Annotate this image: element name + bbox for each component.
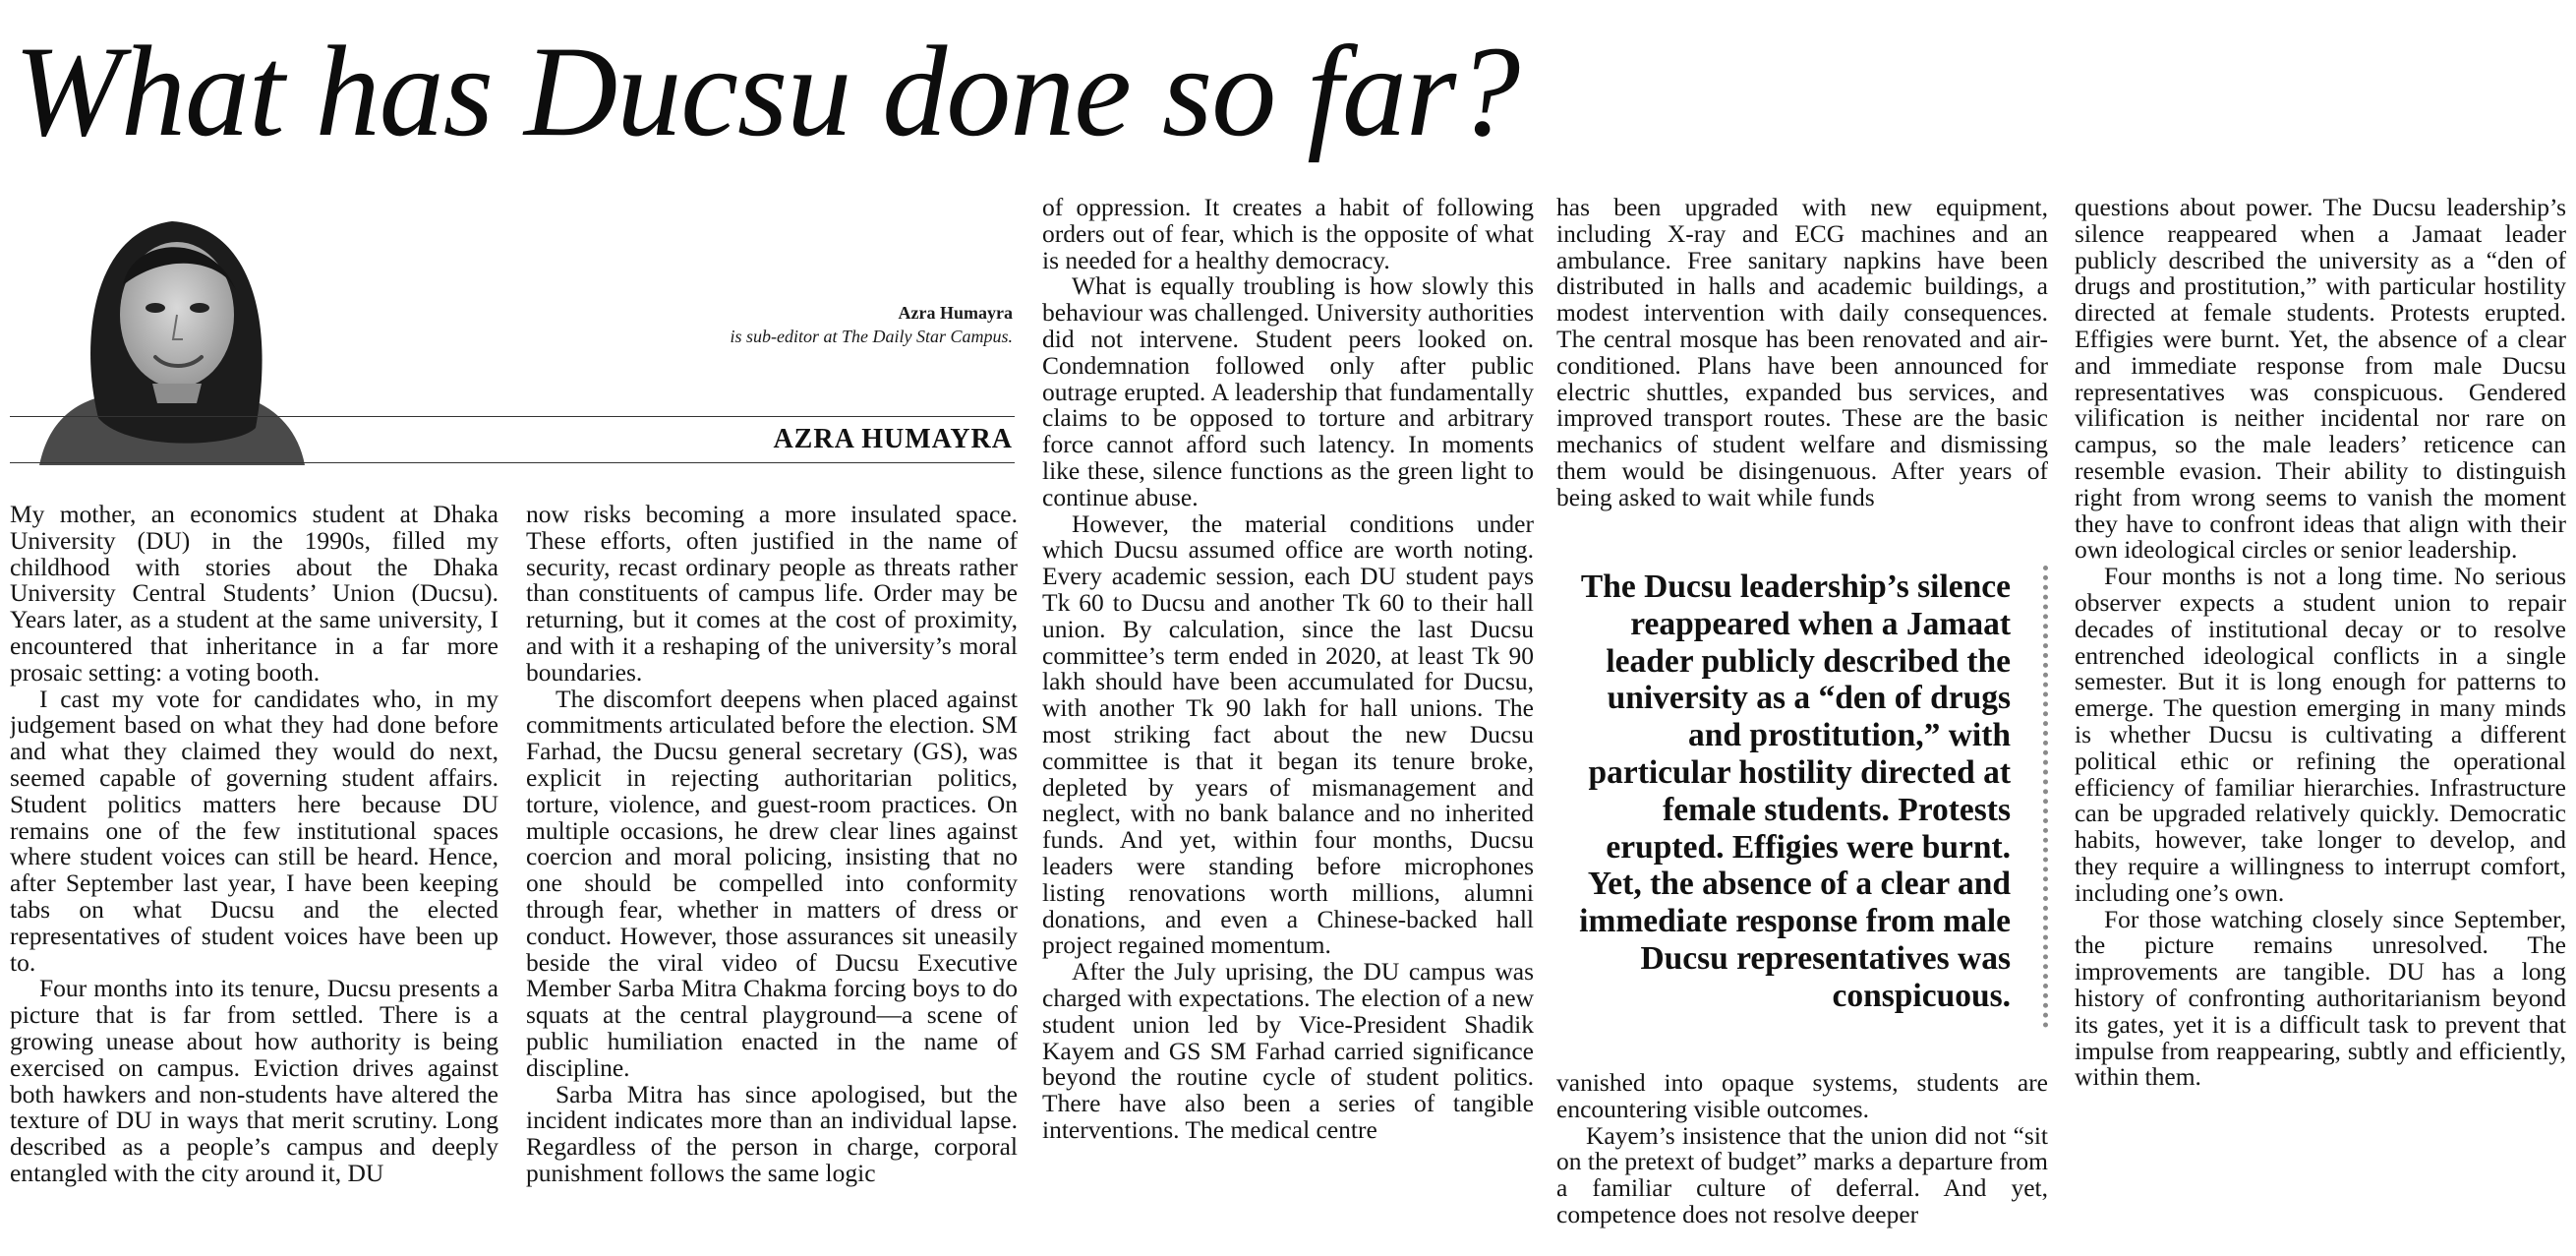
paragraph: The discomfort deepens when placed against commitments articulated before the election. SM Farhad, the Ducsu general secretary (GS), was explicit in rejecting authoritarian politics, torture, violence, and guest-room practices. On multiple occasions, he drew clear lines against coercion and moral policing, insisting that no one should be compelled into conformity through fear, whether in matters of dress or conduct. However, those assurances sit uneasily beside the viral video of Ducsu Executive Member Sarba Mitra Chakma forcing boys to do squats at the central playground—a scene of public humiliation enacted in the name of discipline. — [526, 684, 1018, 1082]
paragraph: questions about power. The Ducsu leadership’s silence reappeared when a Jamaat leader publicly described the university as a “den of drugs and prostitution,” with particular hostility directed at female students. Protests erupted. Effigies were burnt. Yet, the absence of a clear and immediate response from male Ducsu representatives was conspicuous. Gendered vilification is neither incidental nor rare on campus, so the male leaders’ reticence can resemble evasion. Their ability to distinguish right from wrong seems to vanish the moment they have to confront ideas that align with their own ideological circles or senior leadership. — [2075, 195, 2566, 565]
headline: What has Ducsu done so far? — [14, 19, 1520, 163]
paragraph: Four months is not a long time. No serious observer expects a student union to repair decades of institutional decay or to resolve entrenched ideological conflicts in a single semester. But it is long enough for patterns to emerge. The question emerging in many minds is whether Ducsu is cultivating a different political ethic or refining the operational efficiency of familiar hierarchies. Infrastructure can be upgraded relatively quickly. Democratic habits, however, take longer to develop, and they require a willingness to interrupt comfort, including one’s own. — [2075, 562, 2566, 907]
paragraph: has been upgraded with new equipment, including X-ray and ECG machines and an ambulance. Free sanitary napkins have been distributed in halls and academic buildings, a modest intervention with daily consequences. The central mosque has been renovated and air-conditioned. Plans have been announced for electric shuttles, expanded bus services, and improved transport routes. These are the basic mechanics of student welfare and dismissing them would be disingenuous. After years of being asked to wait while funds — [1556, 195, 2048, 511]
paragraph: vanished into opaque systems, students are encountering visible outcomes. — [1556, 1070, 2048, 1123]
article-column-3 — [1042, 195, 1534, 1254]
paragraph: For those watching closely since September, the picture remains unresolved. The improvements are tangible. DU has a long history of confronting authoritarianism beyond its gates, yet it is a difficult task to prevent that impulse from reappearing, subtly and efficiently, within them. — [2075, 904, 2566, 1092]
author-name: Azra Humayra — [898, 303, 1013, 323]
author-rule-top — [10, 416, 1015, 417]
author-portrait — [39, 192, 305, 465]
paragraph: My mother, an economics student at Dhaka University (DU) in the 1990s, filled my childhood with stories about the Dhaka University Central Students’ Union (Ducsu). Years later, as a student at the same university, I encountered that inheritance in a far more prosaic setting: a voting booth. — [10, 502, 498, 687]
paragraph: of oppression. It creates a habit of following orders out of fear, which is the opposite of what is needed for a healthy democracy. — [1042, 195, 1534, 274]
pull-quote: The Ducsu leadership’s silence reappeared when a Jamaat leader publicly described the university as a “den of drugs and prostitution,” with particular hostility directed at female students. Protests erupted. Effigies were burnt. Yet, the absence of a clear and immediate response from male Ducsu representatives was conspicuous. — [1579, 568, 2011, 1014]
author-byline — [590, 301, 1013, 348]
paragraph: now risks becoming a more insulated space. These efforts, often justified in the name of security, recast ordinary people as threats rather than constituents of campus life. Order may be returning, but it comes at the cost of proximity, and with it a reshaping of the university’s moral boundaries. — [526, 502, 1018, 687]
author-rule-bottom — [10, 462, 1015, 463]
paragraph: However, the material conditions under which Ducsu assumed office are worth noting. Every academic session, each DU student pays Tk 60 to Ducsu and another Tk 60 to their hall union. By calculation, since the last Ducsu committee’s term ended in 2020, at least Tk 90 lakh should have been accumulated for Ducsu, with another Tk 90 lakh for hall unions. The most striking fact about the new Ducsu committee is that it began its tenure broke, depleted by years of mismanagement and neglect, with no bank balance and no inherited funds. And yet, within four months, Ducsu leaders were standing before microphones listing renovations worth millions, alumni donations, and even a Chinese-backed hall project regained momentum. — [1042, 508, 1534, 960]
article-column-5 — [2075, 195, 2566, 1254]
paragraph: Kayem’s insistence that the union did not “sit on the pretext of budget” marks a departure from a familiar culture of deferral. And yet, competence does not resolve deeper — [1556, 1120, 2048, 1228]
article-column-1 — [10, 502, 498, 1254]
paragraph: I cast my vote for candidates who, in my judgement based on what they had done before and what they claimed they would do next, seemed capable of governing student affairs. Student politics matters here because DU remains one of the few institutional spaces where student voices can still be heard. Hence, after September last year, I have been keeping tabs on what Ducsu and the elected representatives of student voices have been up to. — [10, 684, 498, 977]
paragraph: Sarba Mitra has since apologised, but the incident indicates more than an individual lapse. Regardless of the person in charge, corporal punishment follows the same logic — [526, 1079, 1018, 1187]
paragraph: What is equally troubling is how slowly this behaviour was challenged. University authorities did not intervene. Student peers looked on. Condemnation followed only after public outrage erupted. A leadership that fundamentally claims to be opposed to torture and arbitrary force cannot afford such latency. In moments like these, silence functions as the green light to continue abuse. — [1042, 271, 1534, 511]
author-role: is sub-editor at The Daily Star Campus. — [730, 327, 1013, 346]
pull-quote-rule — [2043, 566, 2048, 1028]
author-name-caps: AZRA HUMAYRA — [773, 424, 1013, 454]
article-column-2 — [526, 502, 1018, 1254]
article-column-4-bottom — [1556, 1070, 2048, 1254]
paragraph: Four months into its tenure, Ducsu presents a picture that is far from settled. There is a growing unease about how authority is being exercised on campus. Eviction drives against both hawkers and non-students have altered the texture of DU in ways that merit scrutiny. Long described as a people’s campus and deeply entangled with the city around it, DU — [10, 974, 498, 1187]
article-column-4-top — [1556, 195, 2048, 537]
paragraph: After the July uprising, the DU campus was charged with expectations. The election of a new student union led by Vice-President Shadik Kayem and GS SM Farhad carried significance beyond the routine cycle of student politics. There have also been a series of tangible interventions. The medical centre — [1042, 957, 1534, 1144]
